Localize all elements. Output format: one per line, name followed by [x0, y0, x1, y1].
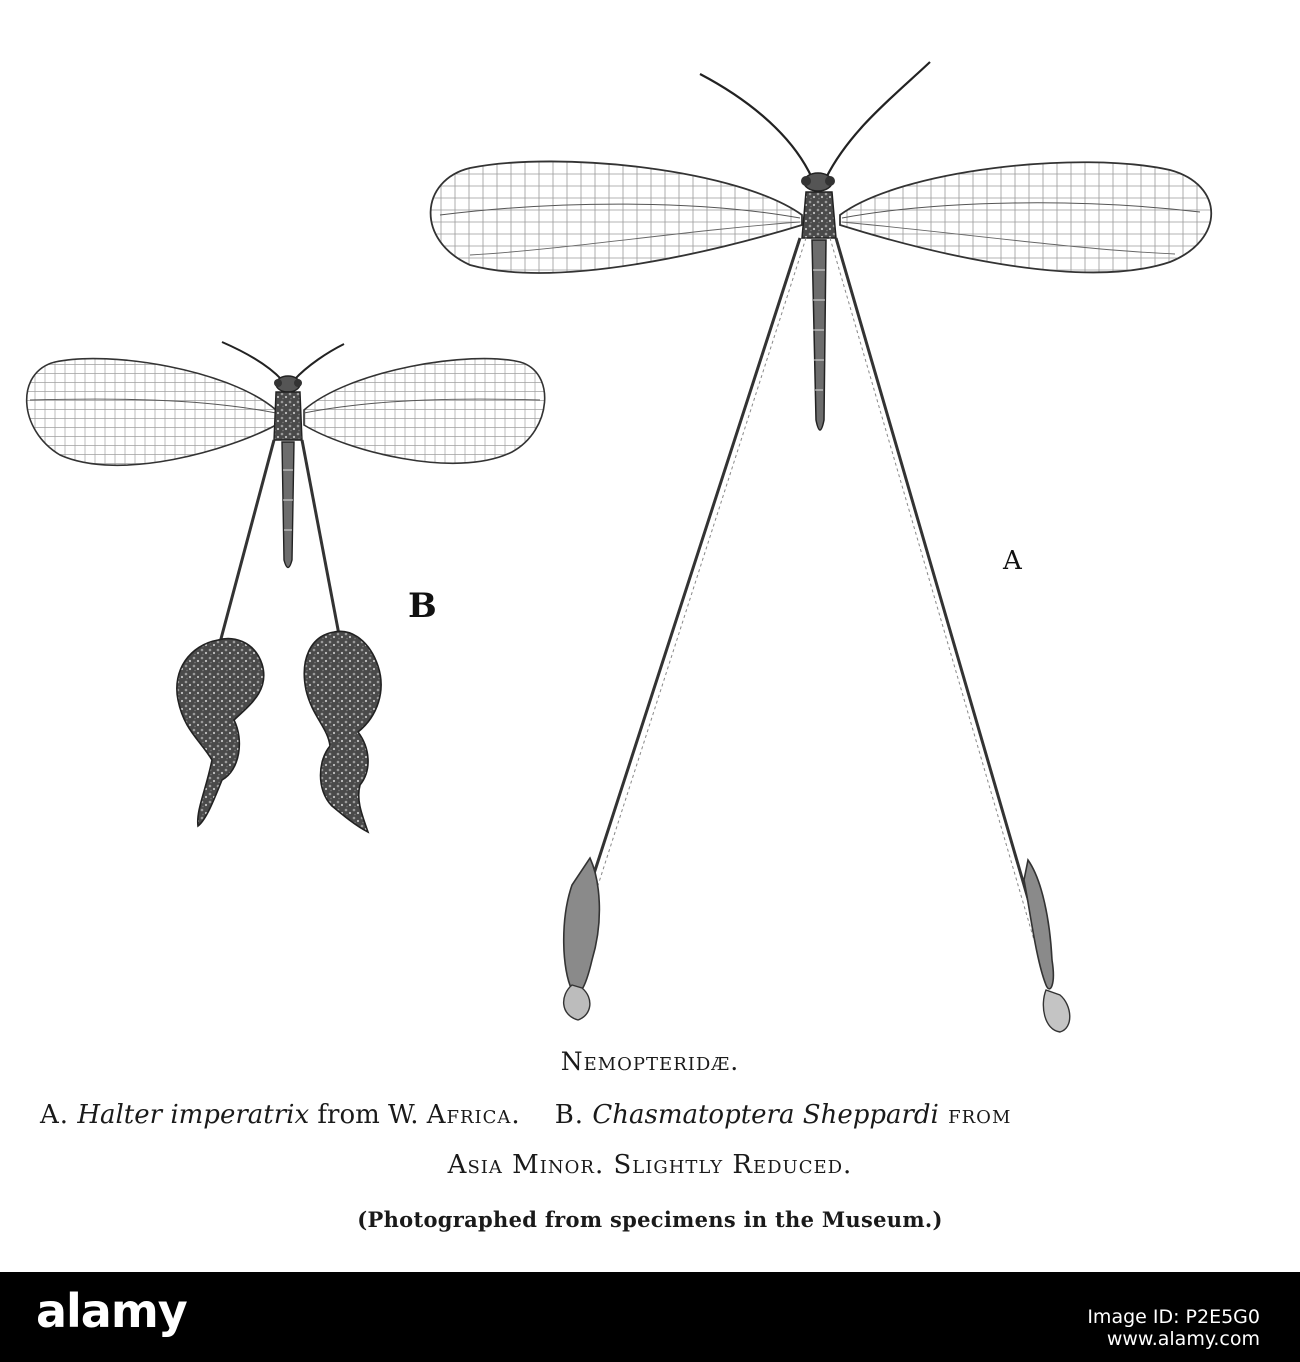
image-id: Image ID: P2E5G0 — [1087, 1306, 1260, 1328]
specimen-a — [431, 62, 1212, 1032]
caption-b-species: Chasmatoptera Sheppardi — [592, 1100, 939, 1130]
caption-location-line: Asia Minor. Slightly Reduced. — [447, 1150, 853, 1180]
caption-a-region: Africa. — [426, 1100, 521, 1130]
caption-family-name: Nemopteridæ. — [560, 1047, 740, 1076]
watermark-footer — [0, 1272, 1300, 1362]
site-url: www.alamy.com — [1106, 1328, 1260, 1350]
image-id-text — [1087, 1306, 1260, 1350]
specimen-b — [27, 342, 545, 832]
caption-a-from: from W. — [309, 1100, 427, 1130]
figure-label-b: B — [408, 586, 437, 626]
caption-a-prefix: A. — [40, 1100, 70, 1130]
caption-a-species: Halter imperatrix — [77, 1100, 310, 1130]
caption-photo-note: (Photographed from specimens in the Museum.) — [357, 1207, 943, 1232]
caption-b-from: from — [938, 1100, 1012, 1130]
figure-label-a: A — [1003, 546, 1022, 576]
caption-species-line — [40, 1100, 1260, 1130]
alamy-logo: alamy — [36, 1284, 187, 1338]
caption-b-prefix: B. — [554, 1100, 585, 1130]
